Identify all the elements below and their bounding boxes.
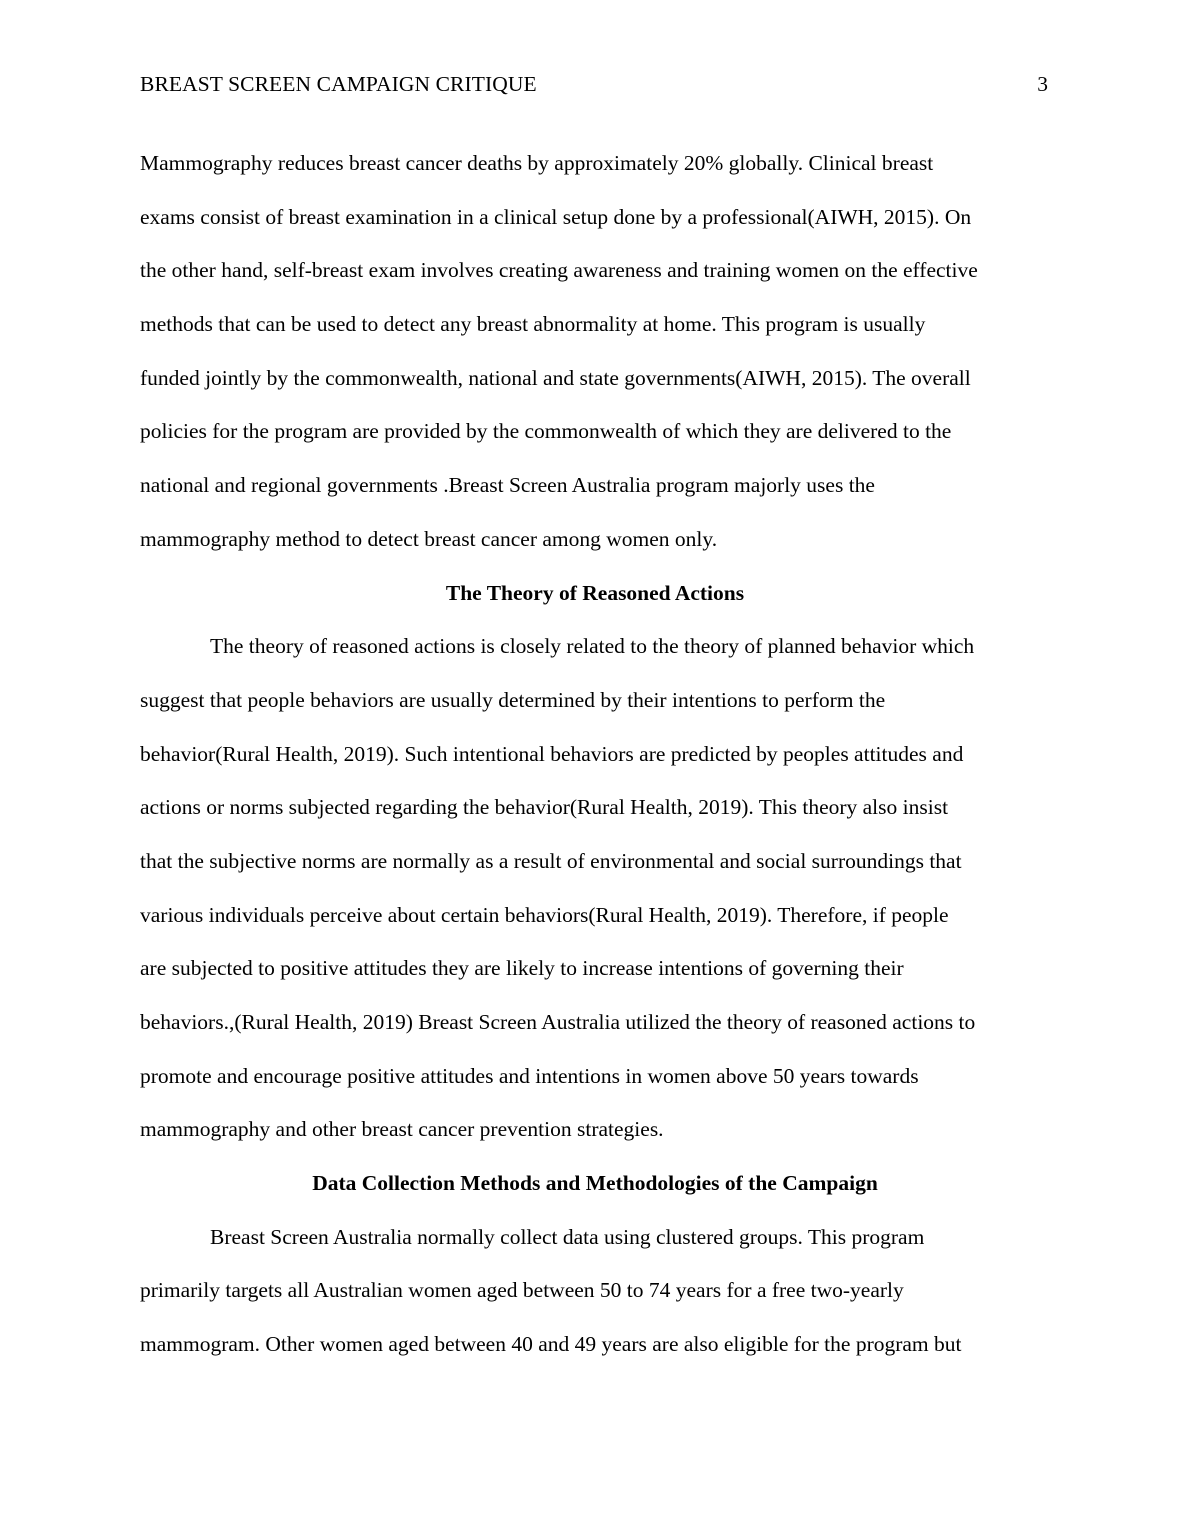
text-line: Breast Screen Australia normally collect data using clustered groups. This program [210,1224,925,1249]
paragraph-intro [140,137,1052,567]
running-head: BREAST SCREEN CAMPAIGN CRITIQUE [140,72,537,96]
text-line: policies for the program are provided by the commonwealth of which they are delivered to the [140,419,952,444]
text-line: The theory of reasoned actions is closely related to the theory of planned behavior which [210,634,975,659]
text-line: suggest that people behaviors are usually determined by their intentions to perform the [140,687,886,712]
text-line: promote and encourage positive attitudes and intentions in women above 50 years towards [140,1063,919,1088]
text-line: primarily targets all Australian women aged between 50 to 74 years for a free two-yearly [140,1278,904,1303]
text-line: are subjected to positive attitudes they are likely to increase intentions of governing their [140,956,904,981]
text-line: Mammography reduces breast cancer deaths by approximately 20% globally. Clinical breast [140,151,934,175]
page-header [140,70,1050,98]
text-line: exams consist of breast examination in a clinical setup done by a professional(AIWH, 2015). On [140,204,972,229]
text-line: behaviors.,(Rural Health, 2019) Breast Screen Australia utilized the theory of reasoned actions to [140,1010,976,1034]
section-heading-theory: The Theory of Reasoned Actions [445,580,745,605]
document-body [140,137,1052,1372]
paragraph-theory [140,620,1052,1157]
paragraph-data-collection [140,1211,1052,1372]
section-heading-data-collection: Data Collection Methods and Methodologies of the Campaign [312,1171,878,1196]
text-line: funded jointly by the commonwealth, national and state governments(AIWH, 2015). The overall [140,365,971,390]
text-line: actions or norms subjected regarding the behavior(Rural Health, 2019). This theory also insist [140,795,949,820]
text-line: mammography and other breast cancer prevention strategies. [140,1117,664,1142]
text-line: the other hand, self-breast exam involves creating awareness and training women on the effective [140,258,978,283]
text-line: mammography method to detect breast cancer among women only. [140,526,718,551]
page-number: 3 [1037,72,1048,96]
text-line: behavior(Rural Health, 2019). Such intentional behaviors are predicted by peoples attitudes and [140,741,964,766]
text-line: that the subjective norms are normally as a result of environmental and social surroundings that [140,848,962,873]
text-line: mammogram. Other women aged between 40 and 49 years are also eligible for the program but [140,1332,962,1357]
text-line: national and regional governments .Breast Screen Australia program majorly uses the [140,473,875,498]
text-line: various individuals perceive about certain behaviors(Rural Health, 2019). Therefore, if people [140,902,949,927]
text-line: methods that can be used to detect any breast abnormality at home. This program is usually [140,312,926,337]
